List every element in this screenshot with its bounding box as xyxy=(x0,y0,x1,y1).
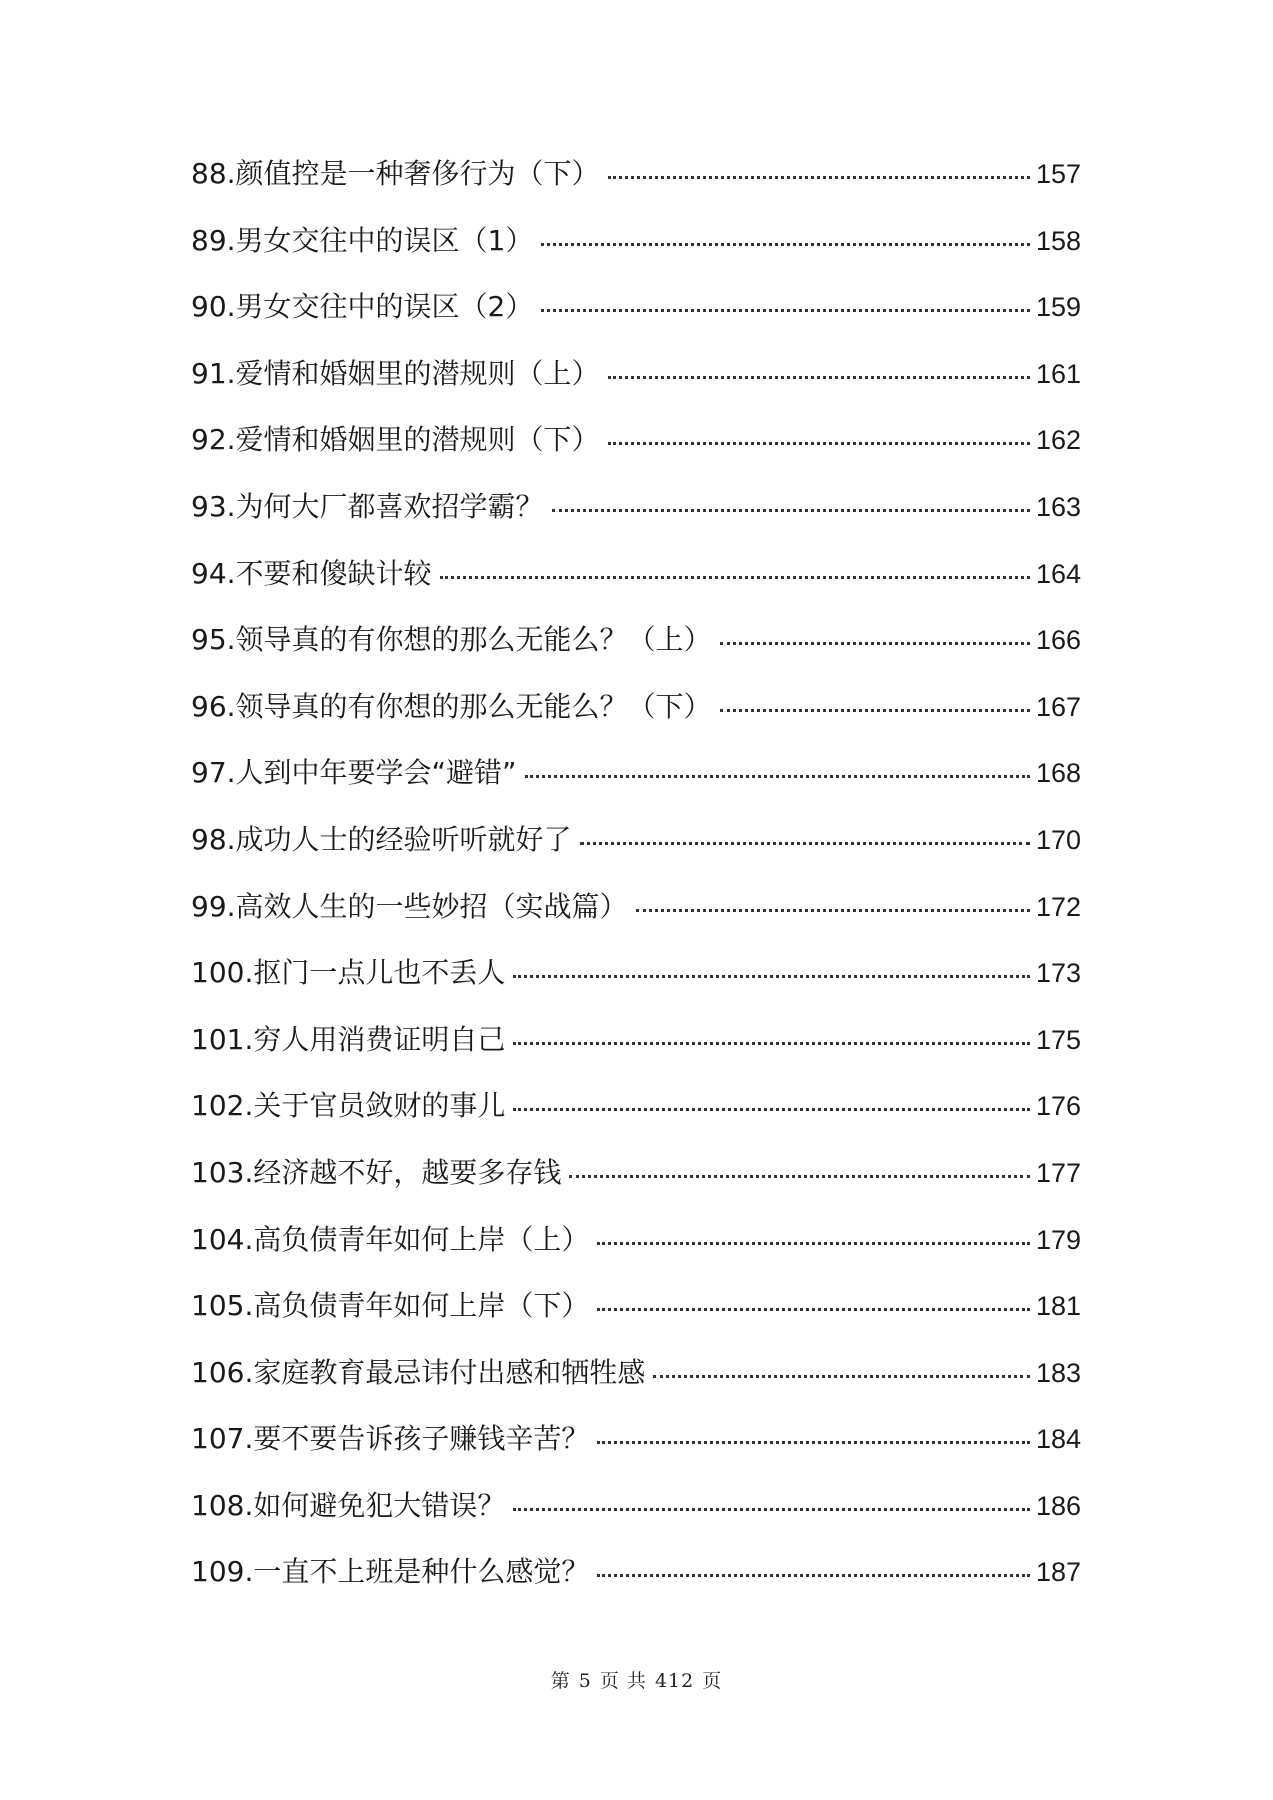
toc-entry[interactable] xyxy=(191,223,1081,294)
toc-entry-title: 98.成功人士的经验听听就好了 xyxy=(191,822,572,856)
footer-prefix: 第 xyxy=(550,1670,571,1692)
toc-entry-page: 157 xyxy=(1035,159,1081,189)
toc-dot-leader xyxy=(513,1042,1030,1045)
toc-entry-title: 88.颜值控是一种奢侈行为（下） xyxy=(191,157,600,190)
footer-total-pages: 412 xyxy=(654,1670,695,1692)
toc-entry-page: 187 xyxy=(1035,1557,1081,1588)
toc-entry-title: 102.关于官员敛财的事儿 xyxy=(191,1089,506,1123)
toc-dot-leader xyxy=(608,442,1030,445)
toc-entry-title: 95.领导真的有你想的那么无能么？（上） xyxy=(191,623,712,657)
toc-entry-page: 158 xyxy=(1035,225,1081,256)
toc-dot-leader xyxy=(608,376,1030,379)
toc-entry-title: 107.要不要告诉孩子赚钱辛苦？ xyxy=(191,1422,590,1456)
toc-entry[interactable] xyxy=(191,1355,1081,1426)
toc-entry[interactable] xyxy=(191,623,1081,693)
toc-entry-page: 166 xyxy=(1035,625,1081,656)
toc-entry-title: 96.领导真的有你想的那么无能么？（下） xyxy=(191,689,712,723)
toc-entry[interactable] xyxy=(191,1089,1081,1159)
toc-entry-title: 101.穷人用消费证明自己 xyxy=(191,1022,506,1056)
toc-entry[interactable] xyxy=(191,689,1081,760)
toc-entry-title: 90.男女交往中的误区（2） xyxy=(191,290,534,324)
toc-entry-page: 167 xyxy=(1035,691,1081,722)
toc-entry[interactable] xyxy=(191,556,1081,627)
toc-dot-leader xyxy=(597,1441,1030,1444)
toc-entry[interactable] xyxy=(191,1422,1081,1492)
toc-entry[interactable] xyxy=(191,889,1081,960)
toc-entry-page: 168 xyxy=(1035,758,1081,789)
toc-entry-title: 103.经济越不好，越要多存钱 xyxy=(191,1155,562,1189)
toc-entry[interactable] xyxy=(191,1022,1081,1093)
toc-entry-title: 109.一直不上班是种什么感觉？ xyxy=(191,1555,590,1589)
toc-dot-leader xyxy=(513,975,1030,978)
toc-entry-title: 94.不要和傻缺计较 xyxy=(191,556,432,590)
toc-entry-page: 163 xyxy=(1035,491,1081,522)
toc-entry-page: 170 xyxy=(1035,824,1081,855)
toc-dot-leader xyxy=(720,642,1030,645)
toc-entry[interactable] xyxy=(191,290,1081,360)
toc-entry-title: 105.高负债青年如何上岸（下） xyxy=(191,1289,590,1323)
toc-dot-leader xyxy=(580,842,1030,845)
toc-dot-leader xyxy=(513,1508,1030,1511)
toc-entry-title: 89.男女交往中的误区（1） xyxy=(191,223,534,257)
toc-entry-title: 104.高负债青年如何上岸（上） xyxy=(191,1222,590,1256)
toc-dot-leader xyxy=(552,509,1030,512)
toc-entry[interactable] xyxy=(191,1289,1081,1359)
toc-dot-leader xyxy=(636,909,1030,912)
toc-entry[interactable] xyxy=(191,822,1081,893)
toc-entry[interactable] xyxy=(191,756,1081,826)
toc-dot-leader xyxy=(440,576,1030,579)
toc-entry-page: 181 xyxy=(1035,1291,1081,1322)
toc-entry[interactable] xyxy=(191,489,1081,560)
toc-dot-leader xyxy=(525,775,1030,778)
toc-entry-page: 161 xyxy=(1035,358,1081,389)
toc-entry-page: 162 xyxy=(1035,425,1081,456)
toc-dot-leader xyxy=(597,1574,1030,1577)
toc-entry-page: 183 xyxy=(1035,1357,1081,1388)
toc-entry-page: 164 xyxy=(1035,558,1081,589)
toc-entry-page: 177 xyxy=(1035,1157,1081,1188)
toc-entry-page: 159 xyxy=(1035,292,1081,323)
toc-entry[interactable] xyxy=(191,1222,1081,1293)
toc-entry[interactable] xyxy=(191,956,1081,1026)
toc-dot-leader xyxy=(541,309,1030,312)
toc-dot-leader xyxy=(597,1242,1030,1245)
toc-entry[interactable] xyxy=(191,1155,1081,1226)
toc-entry-title: 97.人到中年要学会“避错” xyxy=(191,756,517,790)
toc-entry[interactable] xyxy=(191,356,1081,427)
toc-entry-title: 108.如何避免犯大错误？ xyxy=(191,1488,506,1522)
footer-middle: 页 共 xyxy=(599,1670,647,1692)
toc-entry-title: 92.爱情和婚姻里的潜规则（下） xyxy=(191,423,600,457)
toc-entry[interactable] xyxy=(191,1555,1081,1625)
toc-dot-leader xyxy=(569,1175,1030,1178)
toc-entry-page: 175 xyxy=(1035,1024,1081,1055)
page-footer xyxy=(0,1666,1273,1693)
footer-current-page: 5 xyxy=(578,1670,592,1692)
toc-dot-leader xyxy=(608,176,1030,179)
toc-entry[interactable] xyxy=(191,157,1081,227)
toc-dot-leader xyxy=(541,243,1030,246)
table-of-contents xyxy=(191,157,1081,1625)
toc-dot-leader xyxy=(653,1375,1030,1378)
toc-entry[interactable] xyxy=(191,423,1081,493)
toc-dot-leader xyxy=(597,1308,1030,1311)
toc-entry-title: 93.为何大厂都喜欢招学霸？ xyxy=(191,489,544,523)
footer-suffix: 页 xyxy=(702,1670,723,1692)
toc-entry-page: 176 xyxy=(1035,1091,1081,1122)
toc-dot-leader xyxy=(720,709,1030,712)
toc-entry-page: 172 xyxy=(1035,891,1081,922)
toc-entry-title: 99.高效人生的一些妙招（实战篇） xyxy=(191,889,628,923)
toc-entry-page: 179 xyxy=(1035,1224,1081,1255)
toc-dot-leader xyxy=(513,1108,1030,1111)
toc-entry[interactable] xyxy=(191,1488,1081,1559)
toc-entry-page: 186 xyxy=(1035,1490,1081,1521)
toc-entry-title: 100.抠门一点儿也不丢人 xyxy=(191,956,506,990)
toc-entry-page: 184 xyxy=(1035,1424,1081,1455)
toc-entry-title: 91.爱情和婚姻里的潜规则（上） xyxy=(191,356,600,390)
toc-entry-page: 173 xyxy=(1035,958,1081,989)
toc-entry-title: 106.家庭教育最忌讳付出感和牺牲感 xyxy=(191,1355,646,1389)
